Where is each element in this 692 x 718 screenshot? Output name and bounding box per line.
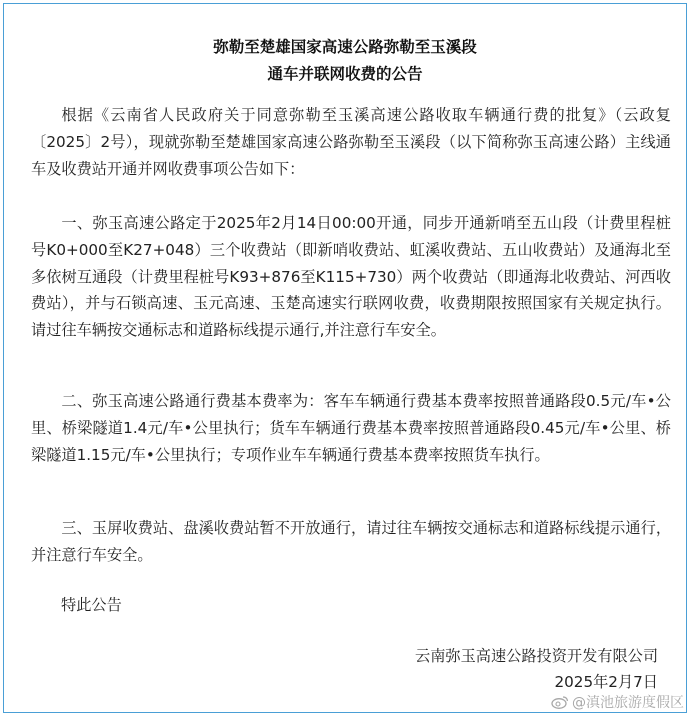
title-line-2: 通车并联网收费的公告 <box>267 65 423 83</box>
closing-text: 特此公告 <box>61 596 122 614</box>
intro-paragraph: 根据《云南省人民政府关于同意弥勒至玉溪高速公路收取车辆通行费的批复》（云政复〔2025〕2号），现就弥勒至楚雄国家高速公路弥勒至玉溪段（以下简称弥玉高速公路）主线通车及收费站开通并网收费事项公告如下： <box>31 106 671 178</box>
weibo-watermark <box>551 692 684 712</box>
item-2-paragraph: 二、弥玉高速公路通行费基本费率为：客车车辆通行费基本费率按照普通路段0.5元/车•公里、桥梁隧道1.4元/车•公里执行；货车车辆通行费基本费率按照普通路段0.45元/车•公里、桥梁隧道1.15元/车•公里执行；专项作业车车辆通行费基本费率按照货车执行。 <box>31 392 671 464</box>
watermark-text: @滇池旅游度假区 <box>572 695 684 711</box>
notice-title <box>4 34 686 88</box>
signer-name: 云南弥玉高速公路投资开发有限公司 <box>415 647 658 665</box>
item-3-paragraph: 三、玉屏收费站、盘溪收费站暂不开放通行，请过往车辆按交通标志和道路标线提示通行，并注意行车安全。 <box>31 519 671 564</box>
title-line-1: 弥勒至楚雄国家高速公路弥勒至玉溪段 <box>213 38 477 56</box>
weibo-logo-icon <box>551 695 569 709</box>
notice-frame <box>3 3 687 713</box>
item-1-paragraph: 一、弥玉高速公路定于2025年2月14日00:00开通，同步开通新哨至五山段（计费里程桩号K0+000至K27+048）三个收费站（即新哨收费站、虹溪收费站、五山收费站）及通海北至多依树互通段（计费里程桩号K93+876至K115+730）两个收费站（即通海北收费站、河西收费站），并与石锁高速、玉元高速、玉楚高速实行联网收费，收费期限按照国家有关规定执行。请过往车辆按交通标志和道路标线提示通行,并注意行车安全。 <box>31 214 671 340</box>
notice-date: 2025年2月7日 <box>554 673 658 691</box>
